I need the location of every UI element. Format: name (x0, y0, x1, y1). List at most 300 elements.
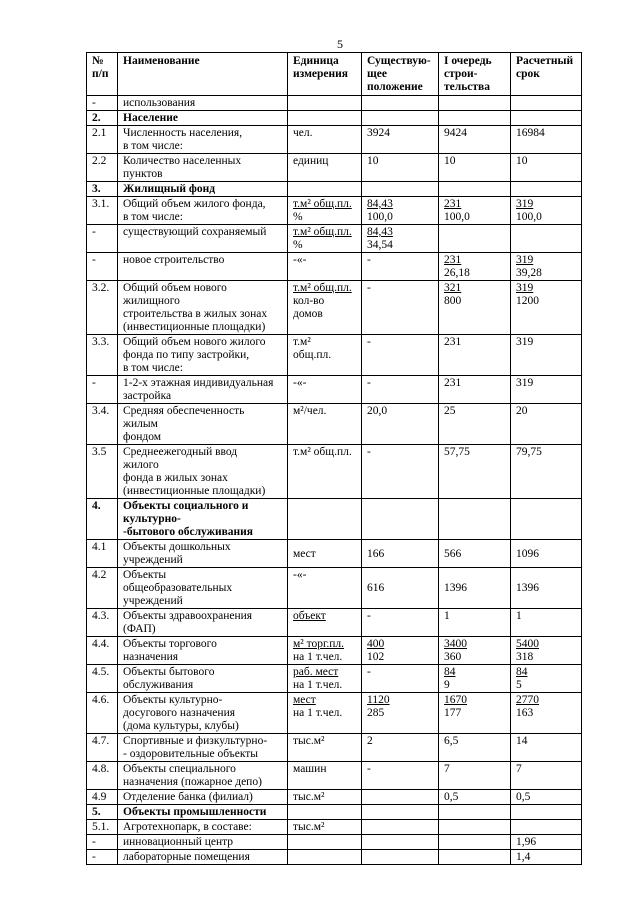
cell-line: Общий объем нового жилого (123, 336, 266, 348)
cell-target (511, 805, 582, 820)
cell-num (87, 225, 118, 253)
table-row (87, 445, 582, 499)
cell-line: 360 (444, 651, 462, 663)
cell-line: 1200 (516, 295, 539, 307)
cell-existing (362, 281, 439, 335)
cell-line: 3400 (444, 638, 467, 650)
cell-line: 34,54 (367, 239, 393, 251)
cell-unit (288, 96, 362, 111)
cell-unit (288, 850, 362, 865)
cell-existing (362, 835, 439, 850)
cell-line: 10 (444, 155, 456, 167)
cell-line: Объекты дошкольных (123, 541, 231, 553)
cell-name (118, 762, 288, 790)
cell-name (118, 253, 288, 281)
cell-line: - (92, 254, 96, 266)
cell-phase1 (439, 404, 511, 445)
cell-unit (288, 197, 362, 225)
cell-num (87, 376, 118, 404)
cell-line: т.м² общ.пл. (293, 282, 352, 294)
cell-name (118, 734, 288, 762)
cell-line: 6,5 (444, 735, 459, 747)
cell-line: -«- (293, 254, 307, 266)
cell-line: 319 (516, 336, 534, 348)
cell-num (87, 111, 118, 126)
cell-line: в том числе: (123, 362, 183, 374)
cell-line: 231 (444, 336, 462, 348)
cell-line: на 1 т.чел. (293, 679, 343, 691)
table-row (87, 850, 582, 865)
cell-existing (362, 376, 439, 404)
cell-existing (362, 540, 439, 568)
cell-phase1 (439, 693, 511, 734)
cell-line: 166 (367, 547, 385, 560)
cell-existing (362, 665, 439, 693)
cell-unit (288, 568, 362, 609)
cell-line: 14 (516, 735, 528, 747)
cell-line: - (367, 254, 371, 266)
cell-name (118, 693, 288, 734)
cell-line: 319 (516, 282, 534, 294)
cell-unit (288, 835, 362, 850)
cell-existing (362, 805, 439, 820)
cell-line: 9 (444, 679, 450, 691)
cell-line: м² торг.пл. (293, 638, 345, 650)
header-line: I очередь (444, 55, 492, 67)
cell-line: учреждений (123, 554, 183, 566)
cell-existing (362, 111, 439, 126)
cell-line: 100,0 (444, 211, 470, 223)
cell-name (118, 404, 288, 445)
header-phase1 (439, 53, 511, 96)
cell-line: Среднеежегодный ввод (123, 446, 238, 458)
cell-line: 7 (516, 763, 522, 775)
cell-line: инновационный центр (123, 836, 234, 848)
cell-line: 4.6. (92, 694, 110, 706)
cell-num (87, 850, 118, 865)
header-line: Существую- (367, 55, 431, 67)
cell-num (87, 182, 118, 197)
cell-target (511, 126, 582, 154)
cell-unit (288, 805, 362, 820)
cell-line: общ.пл. (293, 349, 332, 361)
header-target (511, 53, 582, 96)
header-unit (288, 53, 362, 96)
cell-line: т.м² общ.пл. (293, 198, 352, 210)
cell-phase1 (439, 111, 511, 126)
cell-unit (288, 820, 362, 835)
cell-line: (инвестиционные площадки) (123, 485, 266, 497)
cell-line: 0,5 (516, 791, 531, 803)
cell-line: строительства в жилых зонах (123, 308, 268, 320)
cell-line: 319 (516, 254, 534, 266)
cell-line: 2770 (516, 694, 539, 706)
header-line: щее (367, 68, 387, 80)
cell-unit (288, 253, 362, 281)
cell-line: 1096 (516, 547, 539, 560)
cell-num (87, 445, 118, 499)
cell-target (511, 790, 582, 805)
cell-target (511, 96, 582, 111)
cell-line: - (92, 851, 96, 863)
cell-line: 0,5 (444, 791, 459, 803)
cell-line: 177 (444, 707, 462, 719)
cell-line: Объекты торгового (123, 638, 217, 650)
cell-num (87, 253, 118, 281)
cell-unit (288, 790, 362, 805)
cell-line: 318 (516, 651, 534, 663)
cell-line: Объекты культурно- (123, 694, 223, 706)
cell-line: 4. (92, 500, 101, 512)
table-row (87, 253, 582, 281)
section-heading-row (87, 111, 582, 126)
cell-line: 20 (516, 405, 528, 417)
cell-line: - (92, 836, 96, 848)
cell-phase1 (439, 805, 511, 820)
cell-num (87, 154, 118, 182)
cell-unit (288, 665, 362, 693)
header-line: п/п (92, 68, 109, 80)
cell-line: 100,0 (516, 211, 542, 223)
cell-existing (362, 499, 439, 540)
cell-unit (288, 281, 362, 335)
table-row (87, 734, 582, 762)
header-line: срок (516, 68, 540, 80)
cell-line: Объекты здравоохранения (123, 610, 253, 622)
cell-num (87, 197, 118, 225)
cell-line: 10 (367, 155, 379, 167)
cell-target (511, 225, 582, 253)
cell-line: 4.2 (92, 569, 107, 581)
cell-target (511, 665, 582, 693)
cell-target (511, 734, 582, 762)
cell-existing (362, 609, 439, 637)
cell-line: - (367, 610, 371, 622)
cell-line: (дома культуры, клубы) (123, 720, 239, 732)
cell-line: чел. (293, 127, 313, 139)
cell-line: на 1 т.чел. (293, 651, 343, 663)
cell-phase1 (439, 335, 511, 376)
table-row (87, 281, 582, 335)
table-header-row (87, 53, 582, 96)
cell-unit (288, 540, 362, 568)
cell-line: 5400 (516, 638, 539, 650)
cell-target (511, 637, 582, 665)
cell-target (511, 154, 582, 182)
cell-num (87, 609, 118, 637)
table-row (87, 568, 582, 609)
cell-unit (288, 335, 362, 376)
cell-line: 1120 (367, 694, 390, 706)
table-row (87, 665, 582, 693)
cell-line: 1670 (444, 694, 467, 706)
cell-unit (288, 499, 362, 540)
cell-line: 231 (444, 254, 462, 266)
cell-num (87, 805, 118, 820)
cell-line: Численность населения, (123, 127, 243, 139)
cell-target (511, 609, 582, 637)
cell-existing (362, 404, 439, 445)
cell-line: 100,0 (367, 211, 393, 223)
cell-unit (288, 637, 362, 665)
cell-line: 39,28 (516, 267, 542, 279)
page-number: 5 (337, 37, 343, 51)
cell-name (118, 499, 288, 540)
cell-name (118, 225, 288, 253)
cell-phase1 (439, 499, 511, 540)
header-line: строи- (444, 68, 478, 80)
cell-line: 4.1 (92, 541, 107, 553)
header-line: Расчетный (516, 55, 574, 67)
cell-num (87, 335, 118, 376)
cell-line: пунктов (123, 168, 163, 180)
cell-name (118, 820, 288, 835)
cell-line: объект (293, 610, 326, 622)
table-row (87, 96, 582, 111)
cell-line: - оздоровительные объекты (123, 748, 259, 760)
cell-target (511, 568, 582, 609)
cell-line: 4.3. (92, 610, 110, 622)
table-row (87, 404, 582, 445)
cell-line: Количество населенных (123, 155, 242, 167)
cell-target (511, 335, 582, 376)
cell-phase1 (439, 835, 511, 850)
cell-existing (362, 126, 439, 154)
cell-phase1 (439, 609, 511, 637)
cell-line: 7 (444, 763, 450, 775)
cell-line: 321 (444, 282, 462, 294)
cell-existing (362, 693, 439, 734)
cell-existing (362, 790, 439, 805)
section-heading-row (87, 805, 582, 820)
header-name (118, 53, 288, 96)
cell-line: в том числе: (123, 140, 183, 152)
cell-phase1 (439, 96, 511, 111)
cell-line: Средняя обеспеченность (123, 405, 245, 417)
table-row (87, 335, 582, 376)
cell-line: домов (293, 308, 323, 320)
table-row (87, 126, 582, 154)
cell-phase1 (439, 154, 511, 182)
cell-line: 616 (367, 582, 385, 594)
cell-num (87, 820, 118, 835)
cell-name (118, 335, 288, 376)
cell-name (118, 154, 288, 182)
cell-existing (362, 850, 439, 865)
cell-line: 231 (444, 377, 462, 389)
cell-phase1 (439, 445, 511, 499)
data-table (86, 52, 582, 865)
cell-unit (288, 762, 362, 790)
cell-target (511, 835, 582, 850)
cell-line: 4.9 (92, 791, 107, 803)
cell-line: тыс.м² (293, 821, 325, 833)
cell-name (118, 790, 288, 805)
cell-phase1 (439, 281, 511, 335)
cell-line: 2. (92, 112, 101, 124)
table-row (87, 197, 582, 225)
cell-line: т.м² общ.пл. (293, 446, 352, 458)
cell-line: Объекты специального (123, 763, 236, 775)
cell-line: жилищного (123, 295, 180, 307)
cell-line: жилым (123, 418, 158, 430)
cell-name (118, 609, 288, 637)
cell-unit (288, 693, 362, 734)
cell-existing (362, 182, 439, 197)
cell-target (511, 820, 582, 835)
cell-line: 231 (444, 198, 462, 210)
cell-num (87, 637, 118, 665)
table-row (87, 637, 582, 665)
cell-phase1 (439, 850, 511, 865)
cell-unit (288, 404, 362, 445)
cell-name (118, 835, 288, 850)
cell-line: Объекты бытового (123, 666, 215, 678)
cell-line: - (367, 666, 371, 678)
cell-line: 319 (516, 377, 534, 389)
cell-target (511, 540, 582, 568)
cell-phase1 (439, 253, 511, 281)
cell-name (118, 96, 288, 111)
cell-line: - (367, 377, 371, 389)
cell-existing (362, 445, 439, 499)
cell-line: - (367, 282, 371, 294)
cell-target (511, 253, 582, 281)
cell-line: Объекты (123, 569, 167, 581)
cell-name (118, 805, 288, 820)
cell-line: 3.2. (92, 282, 110, 294)
table-row (87, 835, 582, 850)
cell-line: Жилищный фонд (123, 183, 216, 195)
cell-existing (362, 96, 439, 111)
cell-existing (362, 335, 439, 376)
cell-unit (288, 182, 362, 197)
cell-num (87, 790, 118, 805)
cell-phase1 (439, 225, 511, 253)
cell-line: Объекты социального и (123, 500, 249, 512)
cell-line: Население (123, 112, 178, 124)
cell-line: застройка (123, 390, 172, 402)
table-row (87, 609, 582, 637)
cell-existing (362, 154, 439, 182)
table-row (87, 376, 582, 404)
cell-existing (362, 637, 439, 665)
cell-line: единиц (293, 155, 329, 167)
cell-line: 5. (92, 806, 101, 818)
cell-line: Спортивные и физкультурно- (123, 735, 268, 747)
cell-line: 4.7. (92, 735, 110, 747)
cell-name (118, 665, 288, 693)
cell-line: - (92, 226, 96, 238)
cell-phase1 (439, 790, 511, 805)
cell-line: 163 (516, 707, 534, 719)
cell-name (118, 445, 288, 499)
cell-line: % (293, 211, 303, 223)
cell-line: -бытового обслуживания (123, 526, 254, 538)
cell-line: 10 (516, 155, 528, 167)
cell-line: 400 (367, 638, 385, 650)
header-existing (362, 53, 439, 96)
header-line: Единица (293, 55, 339, 67)
cell-name (118, 850, 288, 865)
cell-line: 4.4. (92, 638, 110, 650)
cell-line: 3.1. (92, 198, 110, 210)
cell-line: 3. (92, 183, 101, 195)
cell-line: использования (123, 97, 196, 109)
cell-target (511, 197, 582, 225)
cell-target (511, 445, 582, 499)
cell-line: 20,0 (367, 405, 388, 417)
cell-target (511, 182, 582, 197)
cell-unit (288, 111, 362, 126)
cell-phase1 (439, 197, 511, 225)
cell-line: 84 (516, 666, 528, 678)
cell-phase1 (439, 762, 511, 790)
header-num (87, 53, 118, 96)
cell-line: культурно- (123, 513, 181, 525)
cell-line: тыс.м² (293, 735, 325, 747)
cell-line: 285 (367, 707, 385, 719)
cell-line: мест (293, 694, 316, 706)
cell-existing (362, 197, 439, 225)
cell-line: общеобразовательных (123, 582, 233, 594)
cell-line: машин (293, 763, 327, 775)
section-heading-row (87, 182, 582, 197)
cell-existing (362, 762, 439, 790)
cell-line: досугового назначения (123, 707, 236, 719)
header-line: положение (367, 81, 423, 93)
cell-line: 1 (516, 610, 522, 622)
cell-line: (ФАП) (123, 623, 156, 635)
cell-name (118, 126, 288, 154)
cell-line: 84,43 (367, 198, 393, 210)
cell-line: 79,75 (516, 446, 542, 458)
cell-line: мест (293, 547, 316, 560)
cell-name (118, 540, 288, 568)
cell-target (511, 111, 582, 126)
cell-target (511, 281, 582, 335)
table-row (87, 154, 582, 182)
cell-line: 1 (444, 610, 450, 622)
cell-line: Общий объем нового (123, 282, 227, 294)
cell-phase1 (439, 637, 511, 665)
cell-line: Агротехнопарк, в составе: (123, 821, 252, 833)
cell-unit (288, 609, 362, 637)
cell-line: на 1 т.чел. (293, 707, 343, 719)
cell-num (87, 568, 118, 609)
cell-line: обслуживания (123, 679, 194, 691)
cell-line: 319 (516, 198, 534, 210)
cell-name (118, 197, 288, 225)
cell-line: 5 (516, 679, 522, 691)
cell-line: лабораторные помещения (123, 851, 250, 863)
cell-num (87, 734, 118, 762)
cell-line: фондом (123, 431, 162, 443)
cell-line: Объекты промышленности (123, 806, 267, 818)
cell-target (511, 850, 582, 865)
cell-line: 4.5. (92, 666, 110, 678)
cell-unit (288, 445, 362, 499)
cell-num (87, 693, 118, 734)
cell-unit (288, 734, 362, 762)
cell-line: 1,4 (516, 851, 531, 863)
cell-existing (362, 820, 439, 835)
cell-line: 5.1. (92, 821, 110, 833)
cell-line: -«- (293, 377, 307, 389)
header-line: измерения (293, 68, 348, 80)
cell-line: 57,75 (444, 446, 470, 458)
cell-line: 1396 (516, 582, 539, 594)
